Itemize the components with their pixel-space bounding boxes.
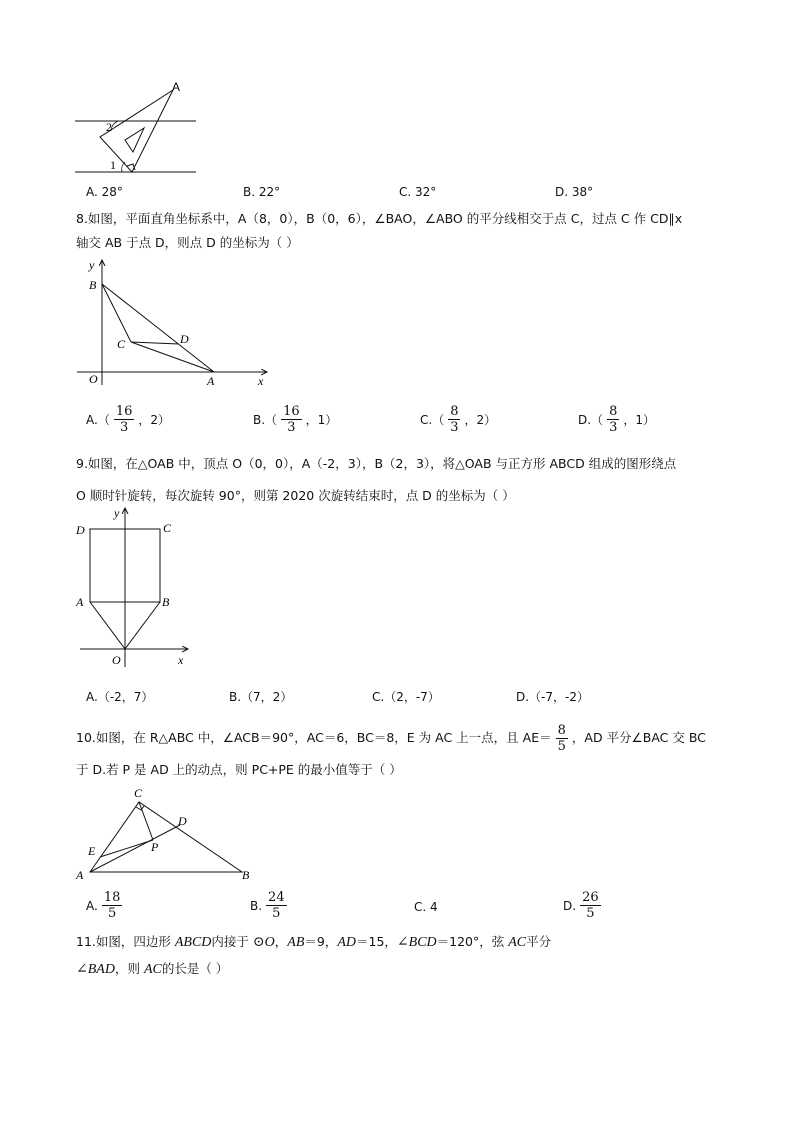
q9-option-a[interactable]: A.（-2，7） <box>86 690 154 704</box>
q8-label-d: D <box>180 332 189 346</box>
q11-text-line2: ∠BAD，则 AC的长是（ ） <box>76 961 229 977</box>
q9-text-line1: 9.如图，在△OAB 中，顶点 O（0，0），A（-2，3），B（2，3），将△OAB 与正方形 ABCD 组成的图形绕点 <box>76 456 677 471</box>
q10-right-angle-mark <box>136 806 144 810</box>
q10-text-line1: 10.如图，在 R△ABC 中，∠ACB＝90°，AC＝6，BC＝8，E 为 AC 上一点，且 AE＝ $\frac{8}{5}$ ，AD 平分∠BAC 交 BC <box>76 722 706 754</box>
q7-label-1: 1 <box>110 158 116 172</box>
q9-option-d[interactable]: D.（-7，-2） <box>516 690 589 704</box>
q8-option-a[interactable]: A.（ $\frac{16}{3}$ ，2） <box>86 404 171 435</box>
q9-label-d: D <box>76 523 85 537</box>
q9-label-c: C <box>163 521 172 535</box>
q10-segment-ad <box>90 825 180 872</box>
q7-label-a: A <box>172 80 181 94</box>
q7-label-2: 2 <box>106 120 112 134</box>
q8-label-b: B <box>89 278 97 292</box>
q8-option-d[interactable]: D.（ $\frac{8}{3}$ ，1） <box>578 404 655 435</box>
q8-segment-bc <box>102 284 131 342</box>
q7-option-c[interactable]: C. 32° <box>399 185 437 199</box>
q9-label-o: O <box>112 653 121 667</box>
q8-text-line2: 轴交 AB 于点 D，则点 D 的坐标为（ ） <box>76 235 299 250</box>
q9-option-c[interactable]: C.（2，-7） <box>372 690 440 704</box>
q7-inner-triangle <box>125 128 144 152</box>
q9-text-line2: O 顺时针旋转，每次旋转 90°，则第 2020 次旋转结束时，点 D 的坐标为（ ） <box>76 488 515 503</box>
q9-segment-oa <box>90 602 125 649</box>
q9-label-x: x <box>178 653 184 667</box>
q10-option-d-fraction: $\frac{26}{5}$ <box>582 890 599 921</box>
q8-label-a: A <box>207 374 215 388</box>
q10-figure <box>72 783 262 883</box>
q10-option-a[interactable]: A. $\frac{18}{5}$ <box>86 890 121 921</box>
q10-option-c[interactable]: C. 4 <box>414 900 438 914</box>
q9-option-b[interactable]: B.（7，2） <box>229 690 293 704</box>
q8-option-c[interactable]: C.（ $\frac{8}{3}$ ，2） <box>420 404 497 435</box>
q10-label-a: A <box>76 868 84 882</box>
q9-label-a: A <box>76 595 84 609</box>
q10-label-b: B <box>242 868 250 882</box>
q7-option-b[interactable]: B. 22° <box>243 185 281 199</box>
q8-option-c-fraction: $\frac{8}{3}$ <box>450 404 459 435</box>
q8-segment-ba <box>102 284 214 372</box>
q9-label-y: y <box>114 506 120 520</box>
q8-figure <box>75 255 275 390</box>
q7-option-a[interactable]: A. 28° <box>86 185 123 199</box>
q7-option-d[interactable]: D. 38° <box>555 185 594 199</box>
q9-label-b: B <box>162 595 170 609</box>
q8-label-y: y <box>89 258 95 272</box>
q10-option-b-fraction: $\frac{24}{5}$ <box>268 890 285 921</box>
q9-figure <box>70 505 200 675</box>
q8-label-c: C <box>117 337 126 351</box>
q8-option-b[interactable]: B.（ $\frac{16}{3}$ ，1） <box>253 404 338 435</box>
q10-ae-fraction: $\frac{8}{5}$ <box>557 722 566 754</box>
q10-segment-cp <box>139 802 153 840</box>
q11-text-line1: 11.如图，四边形 ABCD内接于 ⊙O，AB＝9，AD＝15，∠BCD＝120°，弦 AC平分 <box>76 934 552 950</box>
q10-text-line2: 于 D.若 P 是 AD 上的动点，则 PC+PE 的最小值等于（ ） <box>76 762 402 777</box>
q8-option-d-fraction: $\frac{8}{3}$ <box>609 404 618 435</box>
q10-label-e: E <box>88 844 96 858</box>
q10-option-b[interactable]: B. $\frac{24}{5}$ <box>250 890 285 921</box>
q8-segment-cd <box>131 342 179 344</box>
q8-option-a-fraction: $\frac{16}{3}$ <box>115 404 133 435</box>
q8-option-b-fraction: $\frac{16}{3}$ <box>283 404 300 435</box>
q10-segment-ep <box>100 840 153 857</box>
q10-option-a-fraction: $\frac{18}{5}$ <box>103 890 121 921</box>
q10-option-d[interactable]: D. $\frac{26}{5}$ <box>563 890 599 921</box>
q10-label-p: P <box>151 840 159 854</box>
q9-segment-ob <box>125 602 160 649</box>
q8-text-line1: 8.如图，平面直角坐标系中，A（8，0），B（0，6），∠BAO，∠ABO 的平分线相交于点 C，过点 C 作 CD∥x <box>76 211 683 226</box>
q10-label-d: D <box>178 814 187 828</box>
q7-figure <box>70 80 210 180</box>
q8-label-o: O <box>89 372 98 386</box>
q8-label-x: x <box>258 374 264 388</box>
q8-segment-ca <box>131 342 214 372</box>
q10-label-c: C <box>134 786 143 800</box>
q10-triangle-abc <box>90 802 242 872</box>
